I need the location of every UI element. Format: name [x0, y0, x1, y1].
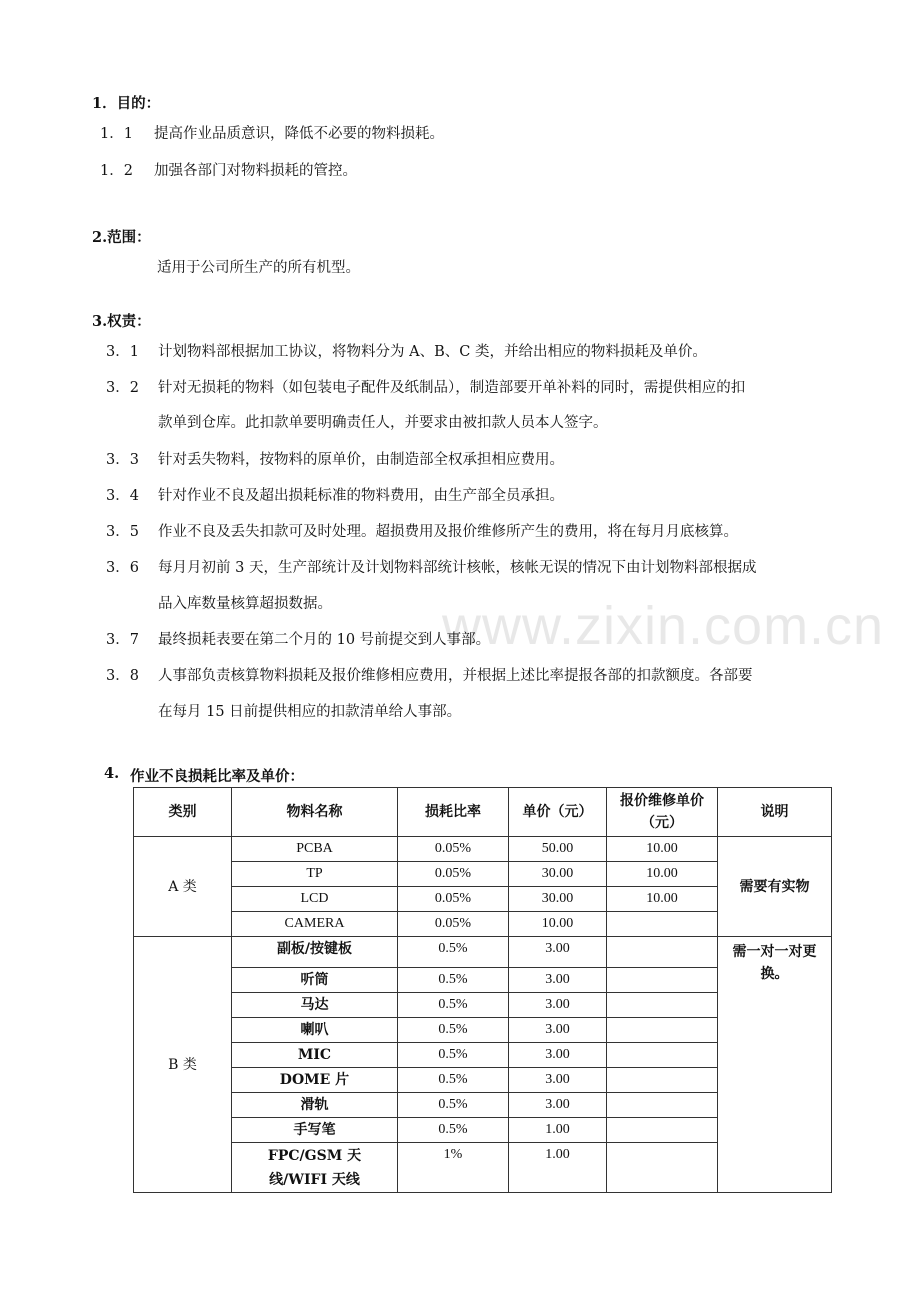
table-header-row — [134, 788, 832, 837]
watermark-text: www.zixin.com.cn — [442, 596, 885, 656]
item-text: 在每月 15 日前提供相应的扣款清单给人事部。 — [158, 704, 462, 720]
material-name: MIC — [232, 1043, 398, 1068]
unit-price: 3.00 — [509, 1018, 607, 1043]
item-text: 作业不良及丢失扣款可及时处理。超损费用及报价维修所产生的费用，将在每月月底核算。 — [158, 524, 738, 540]
loss-rate: 0.05% — [398, 887, 509, 912]
loss-rate-table — [133, 787, 832, 1193]
header-repair-price: 报价维修单价（元） — [607, 788, 718, 837]
repair-price — [607, 1043, 718, 1068]
item-num: 1．1 — [100, 126, 133, 142]
loss-rate: 0.05% — [398, 862, 509, 887]
loss-rate: 1% — [398, 1143, 509, 1193]
loss-rate: 0.5% — [398, 1018, 509, 1043]
repair-price — [607, 968, 718, 993]
loss-rate: 0.5% — [398, 968, 509, 993]
header-material-name: 物料名称 — [232, 788, 398, 837]
repair-price: 10.00 — [607, 887, 718, 912]
item-num: 3．4 — [106, 488, 139, 504]
material-name: CAMERA — [232, 912, 398, 937]
material-name: 喇叭 — [232, 1018, 398, 1043]
item-num: 3．6 — [106, 560, 139, 576]
loss-rate: 0.05% — [398, 837, 509, 862]
section-3-heading: 3.权责： — [92, 313, 151, 330]
unit-price: 10.00 — [509, 912, 607, 937]
repair-price — [607, 1018, 718, 1043]
item-num: 3．2 — [106, 380, 139, 396]
material-name: TP — [232, 862, 398, 887]
category-cell: B 类 — [134, 937, 232, 1193]
unit-price: 3.00 — [509, 1093, 607, 1118]
loss-rate: 0.5% — [398, 1043, 509, 1068]
repair-price: 10.00 — [607, 837, 718, 862]
item-num: 1．2 — [100, 163, 133, 179]
item-num: 3．1 — [106, 344, 139, 360]
repair-price — [607, 937, 718, 968]
repair-price — [607, 912, 718, 937]
section-4-number: 4. — [104, 765, 120, 782]
repair-price — [607, 1143, 718, 1193]
category-cell: A 类 — [134, 837, 232, 937]
section-1-heading: 1．目的： — [92, 95, 161, 112]
unit-price: 1.00 — [509, 1118, 607, 1143]
repair-price: 10.00 — [607, 862, 718, 887]
note-cell: 需一对一对更换。 — [718, 937, 832, 1193]
material-name: 马达 — [232, 993, 398, 1018]
repair-price — [607, 993, 718, 1018]
item-text: 针对作业不良及超出损耗标准的物料费用，由生产部全员承担。 — [158, 488, 564, 504]
material-name: FPC/GSM 天线/WIFI 天线 — [232, 1143, 398, 1193]
item-text: 计划物料部根据加工协议，将物料分为 A、B、C 类，并给出相应的物料损耗及单价。 — [158, 344, 707, 360]
item-text: 针对丢失物料，按物料的原单价，由制造部全权承担相应费用。 — [158, 452, 564, 468]
header-loss-rate: 损耗比率 — [398, 788, 509, 837]
item-num: 3．5 — [106, 524, 139, 540]
repair-price — [607, 1118, 718, 1143]
unit-price: 3.00 — [509, 1043, 607, 1068]
header-unit-price: 单价（元） — [509, 788, 607, 837]
unit-price: 3.00 — [509, 1068, 607, 1093]
item-text: 加强各部门对物料损耗的管控。 — [154, 163, 357, 179]
material-name: 滑轨 — [232, 1093, 398, 1118]
loss-rate: 0.5% — [398, 1118, 509, 1143]
table-row — [134, 937, 832, 968]
header-note: 说明 — [718, 788, 832, 837]
item-text: 款单到仓库。此扣款单要明确责任人，并要求由被扣款人员本人签字。 — [158, 415, 608, 431]
material-name: DOME 片 — [232, 1068, 398, 1093]
material-name: 手写笔 — [232, 1118, 398, 1143]
material-name: LCD — [232, 887, 398, 912]
section-2-heading: 2.范围： — [92, 229, 151, 246]
item-num: 3．3 — [106, 452, 139, 468]
unit-price: 50.00 — [509, 837, 607, 862]
loss-rate: 0.5% — [398, 937, 509, 968]
item-text: 品入库数量核算超损数据。 — [158, 596, 332, 612]
unit-price: 3.00 — [509, 993, 607, 1018]
unit-price: 30.00 — [509, 862, 607, 887]
item-num: 3．8 — [106, 668, 139, 684]
material-name: 听筒 — [232, 968, 398, 993]
loss-rate: 0.5% — [398, 1093, 509, 1118]
item-text: 最终损耗表要在第二个月的 10 号前提交到人事部。 — [158, 632, 491, 648]
loss-rate: 0.05% — [398, 912, 509, 937]
item-text: 每月月初前 3 天，生产部统计及计划物料部统计核帐，核帐无误的情况下由计划物料部根据成 — [158, 560, 757, 576]
repair-price — [607, 1068, 718, 1093]
unit-price: 3.00 — [509, 937, 607, 968]
section-4-heading: 作业不良损耗比率及单价： — [130, 768, 304, 785]
loss-rate: 0.5% — [398, 1068, 509, 1093]
note-cell: 需要有实物 — [718, 837, 832, 937]
item-text: 针对无损耗的物料（如包装电子配件及纸制品），制造部要开单补料的同时，需提供相应的扣 — [158, 380, 746, 396]
item-num: 3．7 — [106, 632, 139, 648]
unit-price: 30.00 — [509, 887, 607, 912]
item-text: 人事部负责核算物料损耗及报价维修相应费用，并根据上述比率提报各部的扣款额度。各部要 — [158, 668, 753, 684]
scope-text: 适用于公司所生产的所有机型。 — [157, 260, 360, 276]
material-name: 副板/按键板 — [232, 937, 398, 968]
table-row — [134, 837, 832, 862]
repair-price — [607, 1093, 718, 1118]
header-category: 类别 — [134, 788, 232, 837]
item-text: 提高作业品质意识，降低不必要的物料损耗。 — [154, 126, 444, 142]
unit-price: 3.00 — [509, 968, 607, 993]
material-name: PCBA — [232, 837, 398, 862]
loss-rate: 0.5% — [398, 993, 509, 1018]
unit-price: 1.00 — [509, 1143, 607, 1193]
